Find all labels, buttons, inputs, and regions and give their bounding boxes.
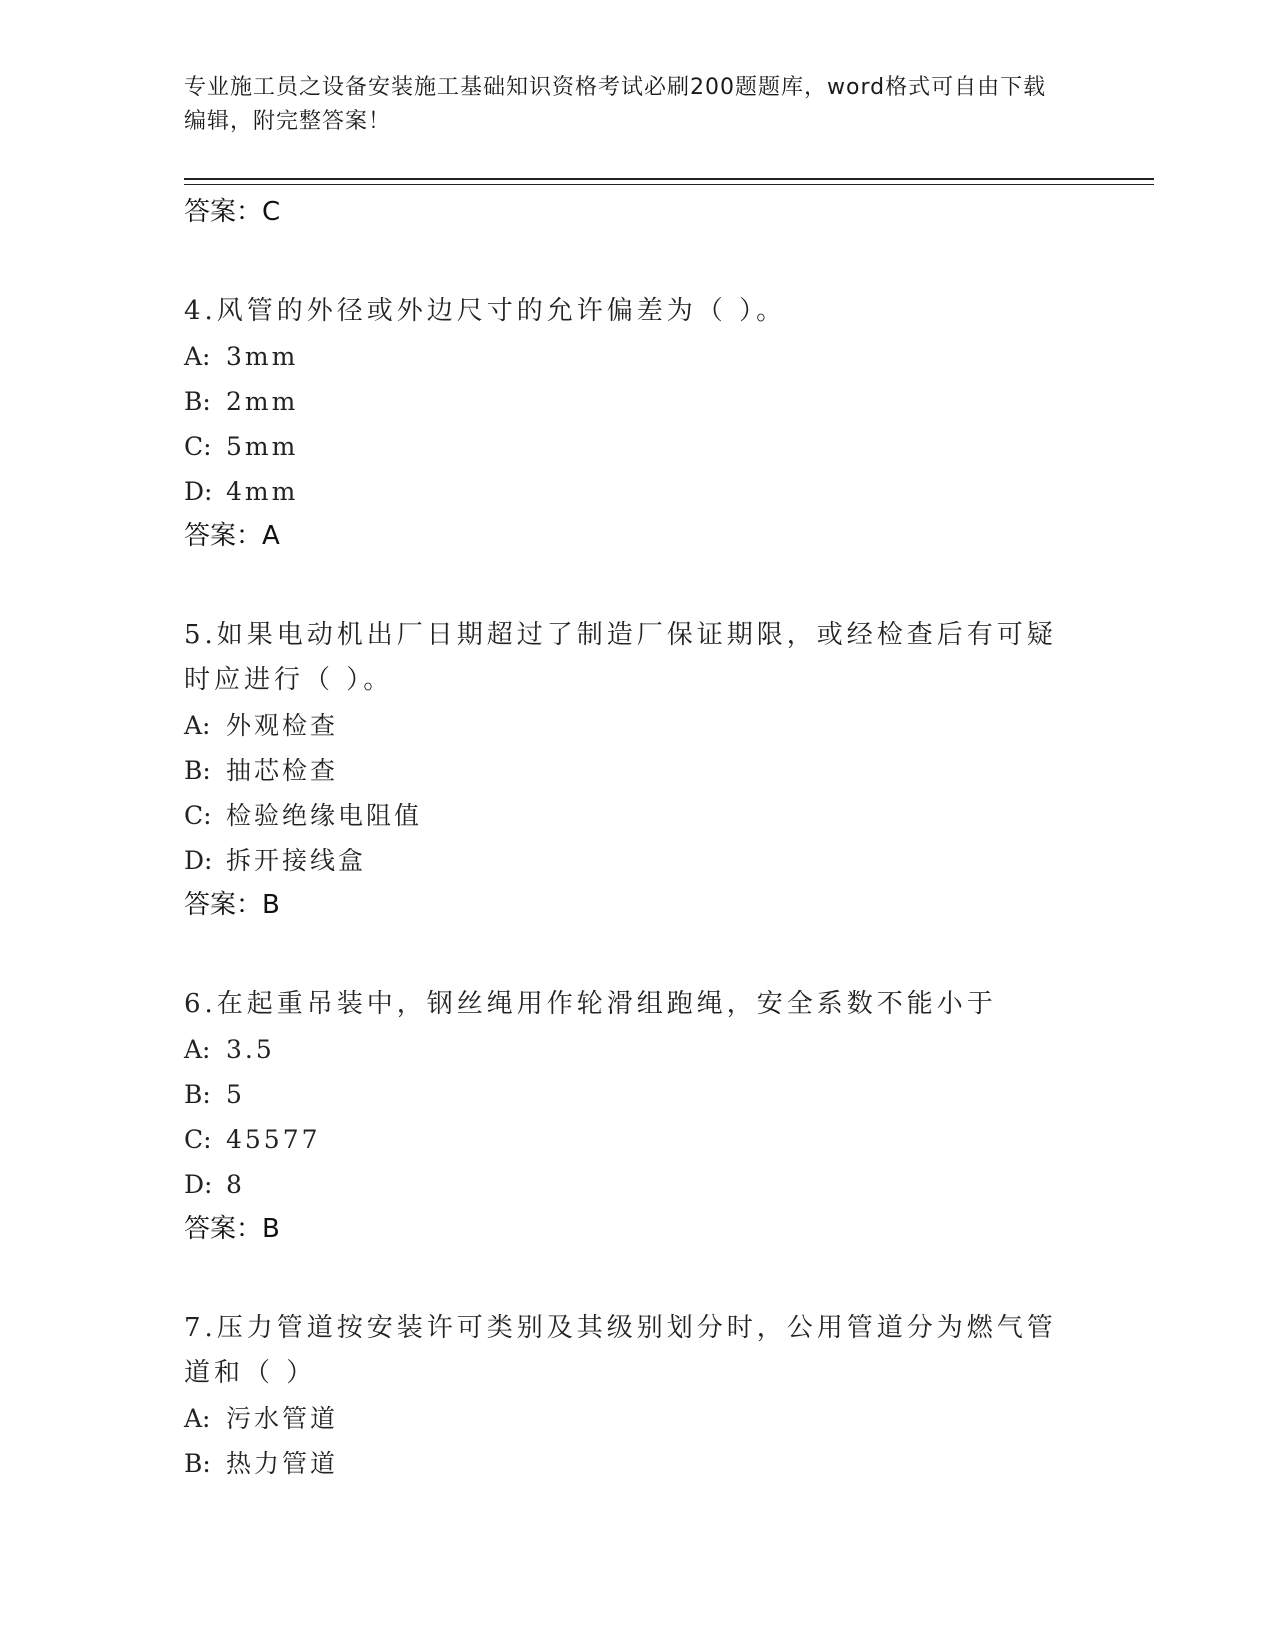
option-text: 3.5 — [226, 1035, 275, 1064]
option-text: 5 — [226, 1080, 245, 1109]
option-d — [184, 469, 1084, 514]
option-b — [184, 1072, 1084, 1117]
question-stem: 4.风管的外径或外边尺寸的允许偏差为（ ）。 — [184, 296, 787, 326]
option-key: B: — [184, 387, 211, 416]
option-text: 外观检查 — [226, 711, 339, 740]
option-key: B: — [184, 1449, 211, 1478]
option-b — [184, 379, 1084, 424]
question-answer — [184, 883, 1084, 927]
option-c — [184, 424, 1084, 469]
spacer — [184, 234, 1084, 289]
option-a — [184, 1027, 1084, 1072]
option-a — [184, 334, 1084, 379]
answer-value: B — [262, 890, 280, 920]
option-text: 拆开接线盒 — [226, 846, 367, 875]
spacer — [184, 1251, 1084, 1306]
option-text: 8 — [226, 1170, 245, 1199]
option-text: 4mm — [226, 477, 299, 506]
option-key: B: — [184, 1080, 211, 1109]
option-key: A: — [184, 1035, 211, 1064]
spacer — [184, 558, 1084, 613]
option-c — [184, 793, 1084, 838]
option-key: D: — [184, 846, 213, 875]
option-text: 5mm — [226, 432, 299, 461]
answer-label: 答案： — [184, 521, 263, 551]
spacer — [184, 927, 1084, 982]
answer-label: 答案： — [184, 890, 263, 920]
question-block — [184, 613, 1084, 927]
option-key: C: — [184, 432, 212, 461]
question-block — [184, 982, 1084, 1251]
question-stem: 7.压力管道按安装许可类别及其级别划分时，公用管道分为燃气管道和（ ） — [184, 1313, 1057, 1388]
question-list — [184, 190, 1084, 1486]
option-key: D: — [184, 477, 213, 506]
question-stem: 6.在起重吊装中，钢丝绳用作轮滑组跑绳，安全系数不能小于 — [184, 989, 997, 1019]
option-text: 45577 — [226, 1125, 321, 1154]
option-d — [184, 838, 1084, 883]
answer-label: 答案： — [184, 1214, 263, 1244]
previous-answer — [184, 190, 1084, 234]
option-c — [184, 1117, 1084, 1162]
option-text: 3mm — [226, 342, 299, 371]
question-answer — [184, 514, 1084, 558]
option-key: B: — [184, 756, 211, 785]
option-text: 抽芯检查 — [226, 756, 339, 785]
option-d — [184, 1162, 1084, 1207]
option-key: A: — [184, 1404, 211, 1433]
answer-value: B — [262, 1214, 280, 1244]
answer-value: C — [262, 197, 281, 227]
header-rule-thin — [184, 184, 1154, 185]
document-header: 专业施工员之设备安装施工基础知识资格考试必刷200题题库，word格式可自由下载编辑，附完整答案！ — [184, 75, 1047, 134]
question-block — [184, 1306, 1084, 1486]
option-key: D: — [184, 1170, 213, 1199]
answer-label: 答案： — [184, 197, 263, 227]
question-answer — [184, 1207, 1084, 1251]
option-key: C: — [184, 801, 212, 830]
option-key: C: — [184, 1125, 212, 1154]
option-a — [184, 1396, 1084, 1441]
option-text: 污水管道 — [226, 1404, 339, 1433]
option-text: 热力管道 — [226, 1449, 339, 1478]
option-a — [184, 703, 1084, 748]
question-stem: 5.如果电动机出厂日期超过了制造厂保证期限，或经检查后有可疑时应进行（ ）。 — [184, 620, 1057, 695]
option-text: 检验绝缘电阻值 — [226, 801, 423, 830]
option-b — [184, 748, 1084, 793]
option-text: 2mm — [226, 387, 299, 416]
option-key: A: — [184, 342, 211, 371]
answer-value: A — [262, 521, 280, 551]
option-b — [184, 1441, 1084, 1486]
option-key: A: — [184, 711, 211, 740]
header-rule-thick — [184, 178, 1154, 180]
question-block — [184, 289, 1084, 558]
